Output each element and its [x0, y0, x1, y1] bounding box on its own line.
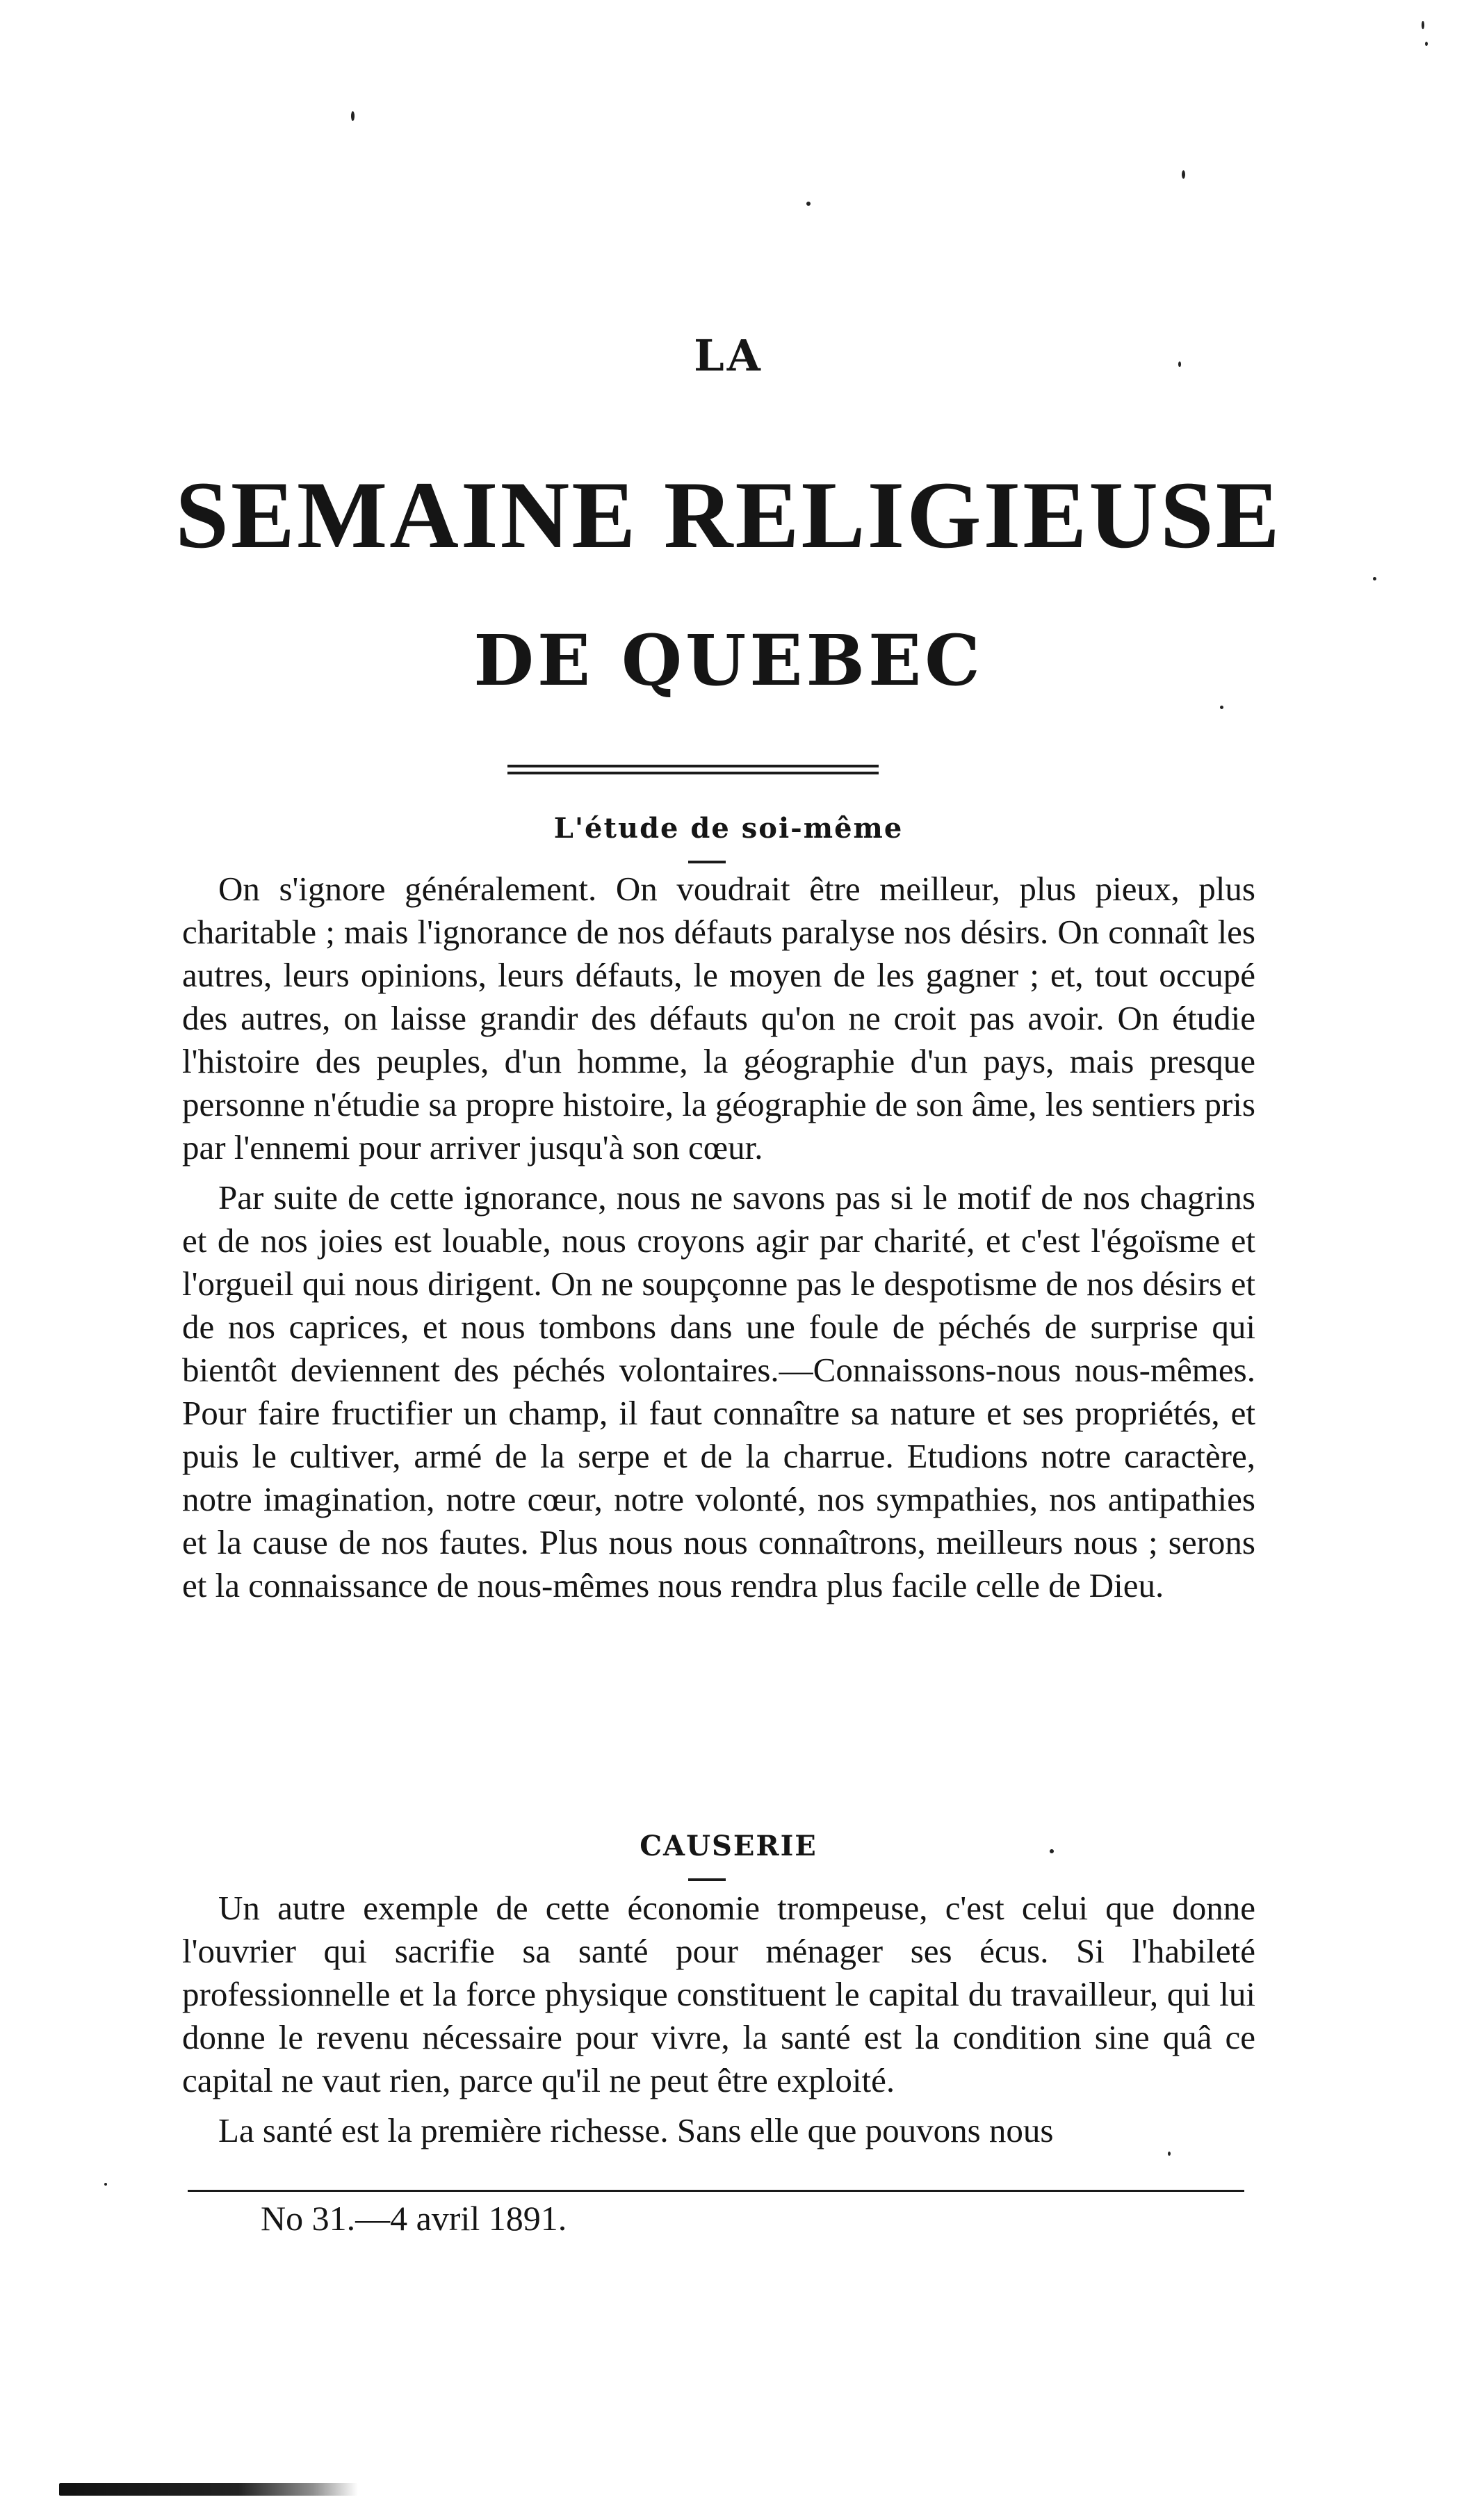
masthead-pre-title: LA [694, 330, 763, 381]
issue-number-date: No 31.—4 avril 1891. [261, 2199, 567, 2238]
article-paragraph: La santé est la première richesse. Sans elle que pouvons nous [218, 2111, 1054, 2149]
article-causerie-body [182, 1887, 1255, 2172]
article-paragraph: Par suite de cette ignorance, nous ne savons pas si le motif de nos chagrins et de nos joies est louable, nous croyons agir par charité, et c'est l'égoïsme et l'orgueil qui nous dirigent. On ne soupçonne pas le despotisme de nos désirs et de nos caprices, et nous tombons dans une foule de péchés de surprise qui bientôt deviennent des péchés volontaires.—Connaissons-nous nous-mêmes. Pour faire fructifier un champ, il faut connaître sa nature et ses propriétés, et puis le cultiver, armé de la serpe et de la charrue. Etudions notre caractère, notre imagination, notre cœur, notre volonté, nos sympathies, nos antipathies et la cause de nos fautes. Plus nous nous connaîtrons, meilleurs nous ; serons et la connaissance de nous-mêmes nous rendra plus facile celle de Dieu. [182, 1178, 1255, 1604]
masthead-title: SEMAINE RELIGIEUSE [175, 462, 1282, 568]
scan-speck [1178, 361, 1181, 367]
article-heading-causerie: CAUSERIE [640, 1830, 817, 1862]
scan-speck [1425, 42, 1428, 46]
article-heading-etude: L'étude de soi-même [553, 812, 904, 845]
scan-speck [1220, 706, 1223, 709]
article-paragraph: On s'ignore généralement. On voudrait être meilleur, plus pieux, plus charitable ; mais l'ignorance de nos défauts paralyse nos désirs. On connaît les autres, leurs opinions, leurs défauts, le moyen de les gagner ; et, tout occupé des autres, on laisse grandir des défauts qu'on ne croit pas avoir. On étudie l'histoire des peuples, d'un homme, la géographie d'un pays, mais presque personne n'étudie sa propre histoire, la géographie de son âme, les sentiers pris par l'ennemi pour arriver jusqu'à son cœur. [182, 870, 1255, 1166]
scan-speck [1168, 2152, 1171, 2156]
scan-artifact-bar [59, 2483, 358, 2496]
heading-dash [688, 1878, 726, 1881]
scan-speck [1422, 21, 1424, 29]
scan-speck [351, 111, 355, 121]
scan-speck [1050, 1849, 1054, 1853]
scan-speck [1182, 170, 1185, 179]
scan-speck [806, 202, 811, 206]
scan-speck [104, 2183, 107, 2186]
footer-rule [188, 2190, 1244, 2192]
article-paragraph: Un autre exemple de cette économie trompeuse, c'est celui que donne l'ouvrier qui sacrifie sa santé pour ménager ses écus. Si l'habileté professionnelle et la force physique constituent le capital du travailleur, qui lui donne le revenu nécessaire pour vivre, la santé est la condition sine quâ ce capital ne vaut rien, parce qu'il ne peut être exploité. [182, 1889, 1255, 2099]
heading-dash [688, 861, 726, 863]
masthead-double-rule [507, 765, 879, 774]
masthead-subtitle: DE QUEBEC [473, 619, 984, 701]
scan-speck [1373, 577, 1376, 580]
article-etude-body [182, 868, 1255, 1607]
